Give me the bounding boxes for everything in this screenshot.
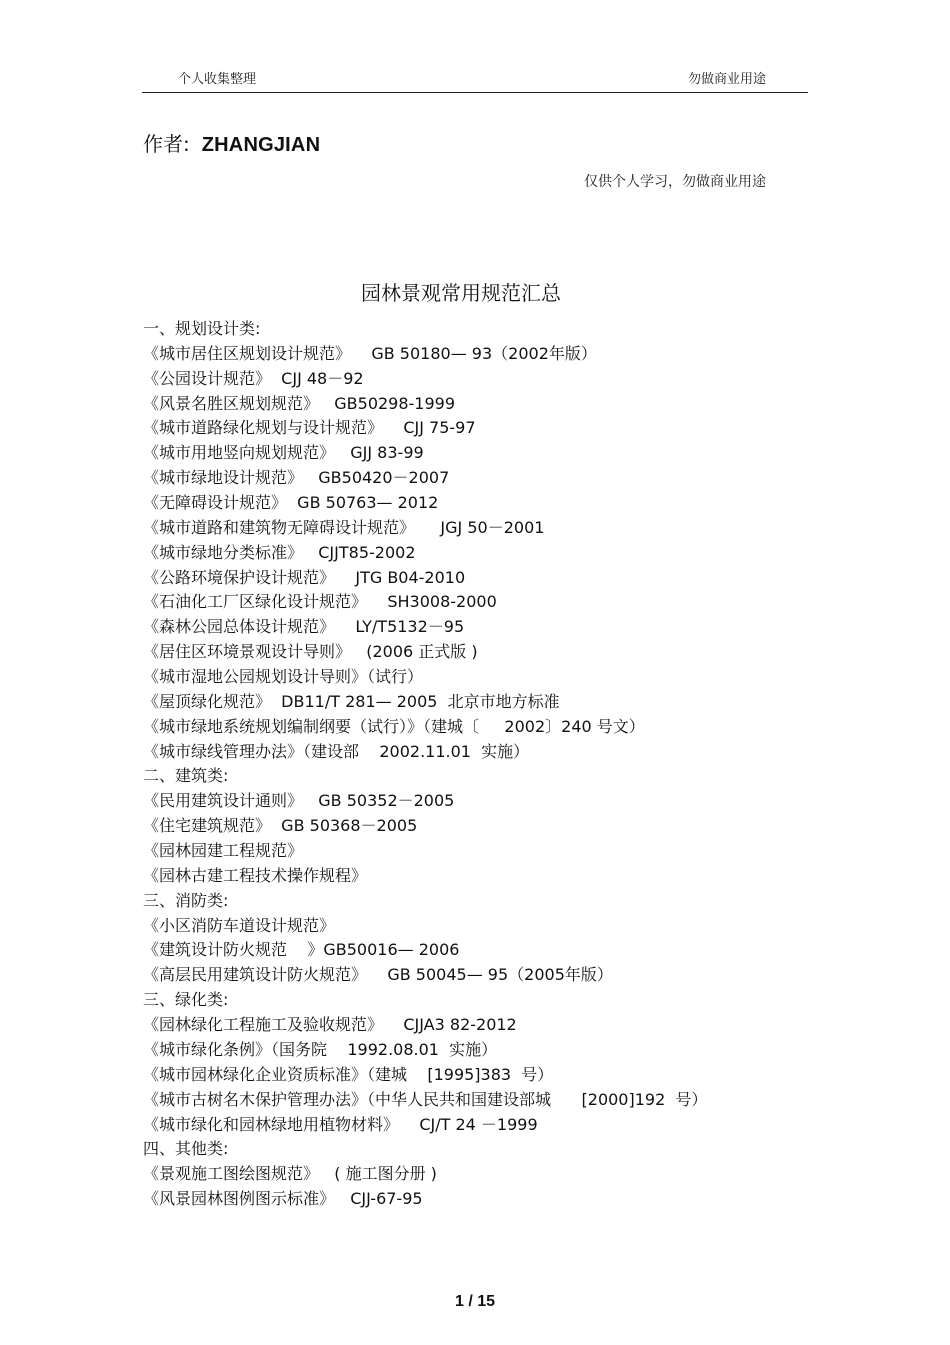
- list-item: 《城市绿地分类标准》 CJJT85-2002: [143, 542, 416, 562]
- section-heading: 三、绿化类:: [143, 990, 229, 1010]
- list-item: 《石油化工厂区绿化设计规范》 SH3008-2000: [143, 592, 497, 612]
- section-heading: 二、建筑类:: [143, 766, 229, 786]
- list-item: 《城市道路和建筑物无障碍设计规范》 JGJ 50－2001: [143, 517, 545, 537]
- list-item: 《城市古树名木保护管理办法》（中华人民共和国建设部城 [2000]192 号）: [143, 1089, 708, 1109]
- list-item: 《住宅建筑规范》 GB 50368－2005: [143, 816, 418, 836]
- list-item: 《公路环境保护设计规范》 JTG B04-2010: [143, 567, 466, 587]
- list-item: 《城市绿地设计规范》 GB50420－2007: [143, 468, 450, 488]
- list-item: 《园林绿化工程施工及验收规范》 CJJA3 82-2012: [143, 1015, 517, 1035]
- section-heading: 四、其他类:: [143, 1139, 229, 1159]
- section-heading: 三、消防类:: [143, 890, 229, 910]
- list-item: 《城市绿化条例》（国务院 1992.08.01 实施）: [143, 1039, 498, 1059]
- document-title: 园林景观常用规范汇总: [361, 281, 561, 305]
- list-item: 《景观施工图绘图规范》 ( 施工图分册 ): [143, 1164, 437, 1184]
- list-item: 《高层民用建筑设计防火规范》 GB 50045— 95（2005年版）: [143, 965, 613, 985]
- page-number: 1 / 15: [454, 1293, 496, 1310]
- standards-list: [143, 317, 843, 1212]
- list-item: 《屋顶绿化规范》 DB11/T 281— 2005 北京市地方标准: [143, 691, 560, 711]
- list-item: 《城市绿化和园林绿地用植物材料》 CJ/T 24 －1999: [143, 1114, 538, 1134]
- list-item: 《城市居住区规划设计规范》 GB 50180— 93（2002年版）: [143, 343, 597, 363]
- list-item: 《城市用地竖向规划规范》 GJJ 83-99: [143, 443, 424, 463]
- section-heading: 一、规划设计类:: [143, 319, 261, 338]
- header-left-text: 个人收集整理: [178, 72, 257, 87]
- list-item: 《园林园建工程规范》: [143, 841, 304, 861]
- usage-notice: 仅供个人学习，勿做商业用途: [584, 174, 766, 190]
- page-header: [142, 66, 808, 93]
- list-item: 《城市绿地系统规划编制纲要（试行）》（建城〔 2002〕240 号文）: [143, 716, 645, 736]
- list-item: 《无障碍设计规范》 GB 50763— 2012: [143, 493, 439, 513]
- list-item: 《森林公园总体设计规范》 LY/T5132－95: [143, 617, 465, 637]
- list-item: 《城市道路绿化规划与设计规范》 CJJ 75-97: [143, 418, 476, 438]
- list-item: 《城市园林绿化企业资质标准》（建城 [1995]383 号）: [143, 1064, 554, 1084]
- list-item: 《风景园林图例图示标准》 CJJ-67-95: [143, 1189, 423, 1209]
- list-item: 《小区消防车道设计规范》: [143, 915, 336, 935]
- author-line: [143, 128, 320, 157]
- list-item: 《民用建筑设计通则》 GB 50352－2005: [143, 791, 455, 811]
- list-item: 《城市湿地公园规划设计导则》（试行）: [143, 667, 424, 687]
- list-item: 《园林古建工程技术操作规程》: [143, 865, 368, 885]
- header-right-text: 勿做商业用途: [687, 72, 766, 87]
- list-item: 《城市绿线管理办法》（建设部 2002.11.01 实施）: [143, 741, 530, 761]
- list-item: 《居住区环境景观设计导则》 (2006 正式版 ): [143, 642, 478, 662]
- list-item: 《公园设计规范》 CJJ 48－92: [143, 368, 364, 388]
- author-name: ZHANGJIAN: [201, 134, 321, 156]
- list-item: 《建筑设计防火规范 》GB50016— 2006: [143, 940, 460, 960]
- list-item: 《风景名胜区规划规范》 GB50298-1999: [143, 393, 456, 413]
- author-label: 作者:: [143, 132, 190, 156]
